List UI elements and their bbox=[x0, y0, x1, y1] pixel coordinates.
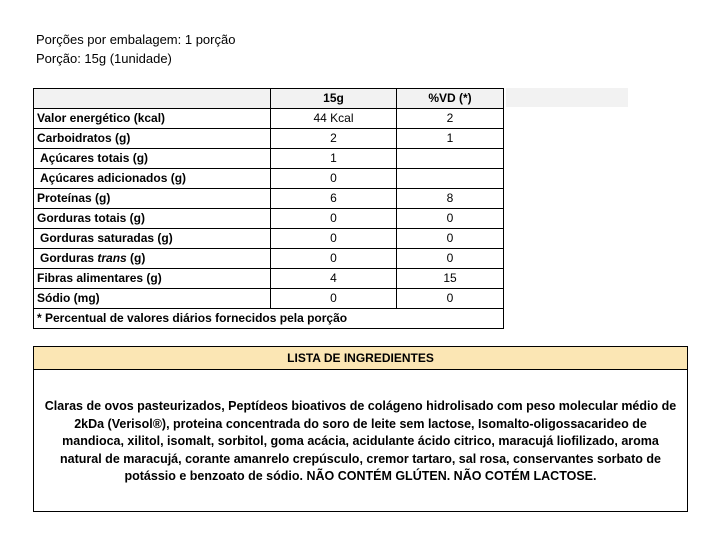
row-label-trans bbox=[34, 249, 271, 269]
row-label: Açúcares totais (g) bbox=[34, 149, 271, 169]
table-footnote-row bbox=[34, 309, 504, 329]
table-row bbox=[34, 129, 504, 149]
table-row bbox=[34, 229, 504, 249]
table-footnote: * Percentual de valores diários fornecidos pela porção bbox=[34, 309, 504, 329]
row-amount: 0 bbox=[271, 249, 397, 269]
row-amount: 0 bbox=[271, 169, 397, 189]
portion-size: Porção: 15g (1unidade) bbox=[36, 51, 172, 66]
ingredients-title: LISTA DE INGREDIENTES bbox=[34, 347, 687, 370]
table-row bbox=[34, 209, 504, 229]
table-row bbox=[34, 169, 504, 189]
header-cell-amount: 15g bbox=[271, 89, 397, 109]
row-label: Carboidratos (g) bbox=[34, 129, 271, 149]
row-label: Valor energético (kcal) bbox=[34, 109, 271, 129]
table-row bbox=[34, 189, 504, 209]
row-amount: 0 bbox=[271, 209, 397, 229]
row-dv: 0 bbox=[397, 209, 504, 229]
ingredients-text: Claras de ovos pasteurizados, Peptídeos bioativos de colágeno hidrolisado com peso molecular médio de 2kDa (Verisol®), proteina concentrada do soro de leite sem lactose, Isomalto-oligossacarideo de mandioca, xilitol, isomalt, sorbitol, goma acácia, acidulante ácido citrico, maracujá liofilizado, aroma natural de maracujá, corante amanrelo crepúsculo, cremor tartaro, sal rosa, conservantes sorbato de potássio e benzoato de sódio. NÃO CONTÉM GLÚTEN. NÃO COTÉM LACTOSE. bbox=[44, 399, 677, 483]
row-dv: 1 bbox=[397, 129, 504, 149]
table-row bbox=[34, 149, 504, 169]
row-label: Gorduras totais (g) bbox=[34, 209, 271, 229]
servings-per-package: Porções por embalagem: 1 porção bbox=[36, 32, 236, 47]
row-dv: 15 bbox=[397, 269, 504, 289]
row-amount: 4 bbox=[271, 269, 397, 289]
row-label-suffix: (g) bbox=[126, 251, 146, 265]
row-amount: 1 bbox=[271, 149, 397, 169]
table-row bbox=[34, 289, 504, 309]
row-amount: 0 bbox=[271, 289, 397, 309]
row-amount: 2 bbox=[271, 129, 397, 149]
row-label: Fibras alimentares (g) bbox=[34, 269, 271, 289]
table-row bbox=[34, 109, 504, 129]
ingredients-box bbox=[33, 346, 688, 512]
row-label-italic: trans bbox=[97, 251, 127, 265]
row-dv bbox=[397, 149, 504, 169]
row-label: Sódio (mg) bbox=[34, 289, 271, 309]
table-header-row bbox=[34, 89, 504, 109]
row-dv: 8 bbox=[397, 189, 504, 209]
table-row bbox=[34, 249, 504, 269]
row-label: Gorduras saturadas (g) bbox=[34, 229, 271, 249]
row-dv bbox=[397, 169, 504, 189]
row-amount: 44 Kcal bbox=[271, 109, 397, 129]
row-dv: 2 bbox=[397, 109, 504, 129]
header-shade-extension bbox=[506, 88, 628, 107]
header-cell-dv: %VD (*) bbox=[397, 89, 504, 109]
row-label: Proteínas (g) bbox=[34, 189, 271, 209]
row-label: Açúcares adicionados (g) bbox=[34, 169, 271, 189]
row-label-prefix: Gorduras bbox=[40, 251, 98, 265]
row-amount: 6 bbox=[271, 189, 397, 209]
row-dv: 0 bbox=[397, 229, 504, 249]
row-dv: 0 bbox=[397, 249, 504, 269]
table-row bbox=[34, 269, 504, 289]
row-amount: 0 bbox=[271, 229, 397, 249]
header-cell-label bbox=[34, 89, 271, 109]
row-dv: 0 bbox=[397, 289, 504, 309]
nutrition-table bbox=[33, 88, 504, 329]
